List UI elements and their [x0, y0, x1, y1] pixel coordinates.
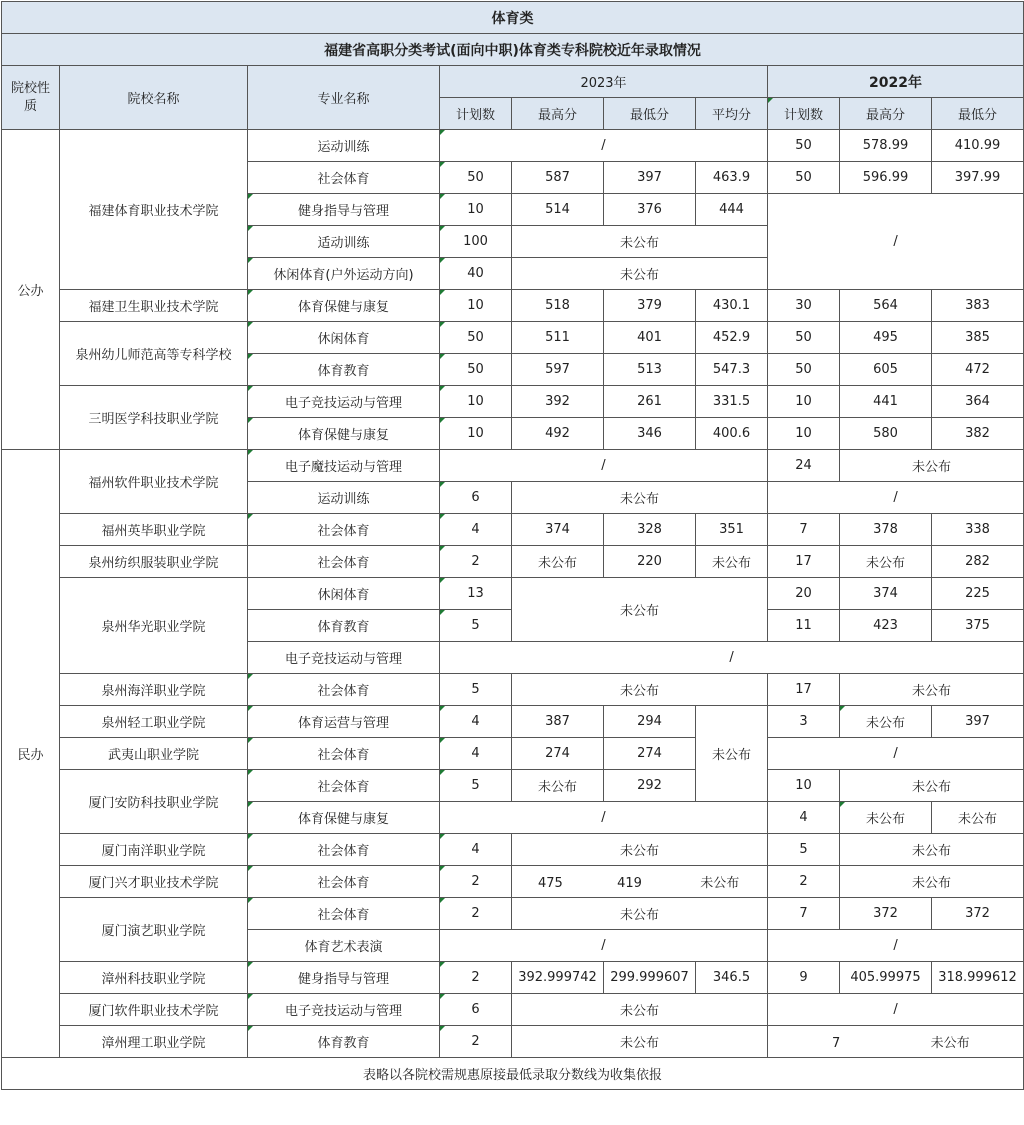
cell-value: 6	[440, 994, 512, 1026]
cell-value: 444	[696, 194, 768, 226]
cell-unpublished: 未公布	[840, 770, 1024, 802]
major-name: 社会体育	[248, 898, 440, 930]
cell-value: 11	[768, 610, 840, 642]
cell-value: 4	[768, 802, 840, 834]
school-name: 福州英毕职业学院	[60, 514, 248, 546]
school-name: 三明医学科技职业学院	[60, 386, 248, 450]
cell-value: 578.99	[840, 130, 932, 162]
cell-unpublished: 未公布	[512, 578, 768, 642]
major-name: 电子竞技运动与管理	[248, 642, 440, 674]
major-name: 电子竞技运动与管理	[248, 994, 440, 1026]
table-row	[2, 450, 1024, 482]
cell-value: 547.3	[696, 354, 768, 386]
school-name: 泉州轻工职业学院	[60, 706, 248, 738]
table-row	[2, 994, 1024, 1026]
cell-value: 3	[768, 706, 840, 738]
school-name: 福建卫生职业技术学院	[60, 290, 248, 322]
cell-na: /	[768, 930, 1024, 962]
cell-value: 518	[512, 290, 604, 322]
cell-unpublished: 未公布	[700, 876, 740, 891]
cell-value: 587	[512, 162, 604, 194]
cell-value: 331.5	[696, 386, 768, 418]
cell-value: 5	[440, 610, 512, 642]
major-name: 社会体育	[248, 546, 440, 578]
cell-value: 318.999612	[932, 962, 1024, 994]
cell-value: 10	[440, 290, 512, 322]
cell-value: 10	[440, 194, 512, 226]
cell-value: 430.1	[696, 290, 768, 322]
school-name: 泉州海洋职业学院	[60, 674, 248, 706]
school-name: 厦门演艺职业学院	[60, 898, 248, 962]
cell-value: 511	[512, 322, 604, 354]
header-2022: 2022年	[768, 66, 1024, 98]
major-name: 休闲体育	[248, 322, 440, 354]
header-avg-2023: 平均分	[696, 98, 768, 130]
cell-value: 328	[604, 514, 696, 546]
school-name: 漳州理工职业学院	[60, 1026, 248, 1058]
cell-na: /	[440, 642, 1024, 674]
cell-value: 596.99	[840, 162, 932, 194]
nature-private: 民办	[2, 450, 60, 1058]
cell-value: 5	[768, 834, 840, 866]
cell-value: 50	[768, 130, 840, 162]
cell-unpublished: 未公布	[696, 546, 768, 578]
cell-value: 7	[768, 514, 840, 546]
table-row	[2, 674, 1024, 706]
major-name: 体育教育	[248, 1026, 440, 1058]
cell-value: 30	[768, 290, 840, 322]
cell-value: 375	[932, 610, 1024, 642]
cell-value: 346.5	[696, 962, 768, 994]
cell-value: 346	[604, 418, 696, 450]
cell-value: 397	[932, 706, 1024, 738]
cell-unpublished: 未公布	[512, 546, 604, 578]
cell-value: 40	[440, 258, 512, 290]
table-row	[2, 322, 1024, 354]
cell-value: 383	[932, 290, 1024, 322]
nature-public: 公办	[2, 130, 60, 450]
header-min-2023: 最低分	[604, 98, 696, 130]
school-name: 武夷山职业学院	[60, 738, 248, 770]
cell-value: 605	[840, 354, 932, 386]
cell-value: 4	[440, 738, 512, 770]
cell-value: 495	[840, 322, 932, 354]
major-name: 健身指导与管理	[248, 962, 440, 994]
table-footer: 表略以各院校需规惠原接最低录取分数线为收集依报	[2, 1058, 1024, 1090]
cell-value: 7	[768, 898, 840, 930]
table-row	[2, 386, 1024, 418]
table-row	[2, 514, 1024, 546]
cell-unpublished: 未公布	[930, 1036, 970, 1051]
cell-na: /	[768, 194, 1024, 290]
cell-unpublished: 未公布	[840, 802, 932, 834]
cell-value: 2	[440, 546, 512, 578]
cell-value: 372	[932, 898, 1024, 930]
table-row	[2, 706, 1024, 738]
cell-unpublished: 未公布	[840, 706, 932, 738]
major-name: 体育教育	[248, 610, 440, 642]
cell-value: 376	[604, 194, 696, 226]
major-name: 体育运营与管理	[248, 706, 440, 738]
cell-unpublished: 未公布	[512, 258, 768, 290]
major-name: 体育保健与康复	[248, 290, 440, 322]
cell-value: 261	[604, 386, 696, 418]
cell-unpublished: 未公布	[696, 706, 768, 802]
table-subtitle: 福建省高职分类考试(面向中职)体育类专科院校近年录取情况	[2, 34, 1024, 66]
cell-value: 50	[440, 162, 512, 194]
cell-value: 597	[512, 354, 604, 386]
major-name: 体育艺术表演	[248, 930, 440, 962]
school-name: 厦门软件职业技术学院	[60, 994, 248, 1026]
cell-value: 294	[604, 706, 696, 738]
table-row	[2, 290, 1024, 322]
cell-value: 405.99975	[840, 962, 932, 994]
school-name: 泉州华光职业学院	[60, 578, 248, 674]
cell-value: 10	[440, 418, 512, 450]
school-name: 厦门安防科技职业学院	[60, 770, 248, 834]
cell-unpublished: 未公布	[840, 866, 1024, 898]
major-name: 社会体育	[248, 162, 440, 194]
cell-na: /	[768, 738, 1024, 770]
table-row	[2, 962, 1024, 994]
cell-value: 372	[840, 898, 932, 930]
header-school: 院校名称	[60, 66, 248, 130]
cell-unpublished: 未公布	[512, 898, 768, 930]
major-name: 电子竞技运动与管理	[248, 386, 440, 418]
cell-value: 513	[604, 354, 696, 386]
major-name: 社会体育	[248, 770, 440, 802]
cell-value: 382	[932, 418, 1024, 450]
table-row	[2, 834, 1024, 866]
table-row	[2, 578, 1024, 610]
cell-merged-2022	[768, 1026, 1024, 1058]
major-name: 社会体育	[248, 866, 440, 898]
cell-value: 378	[840, 514, 932, 546]
cell-unpublished: 未公布	[512, 674, 768, 706]
cell-value: 401	[604, 322, 696, 354]
cell-value: 410.99	[932, 130, 1024, 162]
cell-value: 20	[768, 578, 840, 610]
cell-value: 379	[604, 290, 696, 322]
cell-value: 274	[512, 738, 604, 770]
header-max-2022: 最高分	[840, 98, 932, 130]
header-major: 专业名称	[248, 66, 440, 130]
school-name: 泉州幼儿师范高等专科学校	[60, 322, 248, 386]
admission-table	[1, 1, 1024, 1090]
header-plan-2023: 计划数	[440, 98, 512, 130]
header-nature: 院校性质	[2, 66, 60, 130]
cell-unpublished: 未公布	[512, 226, 768, 258]
cell-value: 351	[696, 514, 768, 546]
cell-value: 6	[440, 482, 512, 514]
table-row	[2, 130, 1024, 162]
cell-unpublished: 未公布	[512, 482, 768, 514]
cell-value: 2	[440, 1026, 512, 1058]
cell-merged-scores	[512, 866, 768, 898]
cell-unpublished: 未公布	[840, 674, 1024, 706]
cell-value: 492	[512, 418, 604, 450]
cell-value: 4	[440, 514, 512, 546]
cell-unpublished: 未公布	[840, 546, 932, 578]
cell-value: 2	[440, 898, 512, 930]
header-min-2022: 最低分	[932, 98, 1024, 130]
cell-value: 392.999742	[512, 962, 604, 994]
cell-value: 400.6	[696, 418, 768, 450]
table-title: 体育类	[2, 2, 1024, 34]
cell-value: 50	[768, 162, 840, 194]
table-row	[2, 1026, 1024, 1058]
cell-value: 13	[440, 578, 512, 610]
cell-value: 385	[932, 322, 1024, 354]
cell-value: 5	[440, 770, 512, 802]
cell-value: 423	[840, 610, 932, 642]
cell-value: 463.9	[696, 162, 768, 194]
cell-value: 2	[440, 866, 512, 898]
cell-value: 4	[440, 706, 512, 738]
cell-value: 50	[440, 354, 512, 386]
major-name: 社会体育	[248, 738, 440, 770]
major-name: 体育教育	[248, 354, 440, 386]
cell-value: 50	[768, 322, 840, 354]
cell-na: /	[768, 482, 1024, 514]
major-name: 社会体育	[248, 514, 440, 546]
cell-value: 387	[512, 706, 604, 738]
cell-unpublished: 未公布	[840, 834, 1024, 866]
major-name: 运动训练	[248, 130, 440, 162]
table-row	[2, 898, 1024, 930]
cell-value: 9	[768, 962, 840, 994]
header-2023: 2023年	[440, 66, 768, 98]
major-name: 体育保健与康复	[248, 418, 440, 450]
cell-value: 374	[512, 514, 604, 546]
cell-value: 10	[768, 386, 840, 418]
cell-value: 24	[768, 450, 840, 482]
cell-value: 4	[440, 834, 512, 866]
table-row	[2, 770, 1024, 802]
cell-value: 397	[604, 162, 696, 194]
cell-value: 2	[768, 866, 840, 898]
cell-value: 564	[840, 290, 932, 322]
cell-value: 392	[512, 386, 604, 418]
school-name: 漳州科技职业学院	[60, 962, 248, 994]
cell-value: 10	[440, 386, 512, 418]
cell-unpublished: 未公布	[512, 834, 768, 866]
cell-na: /	[440, 450, 768, 482]
major-name: 体育保健与康复	[248, 802, 440, 834]
cell-value: 17	[768, 674, 840, 706]
school-name: 厦门兴才职业技术学院	[60, 866, 248, 898]
header-max-2023: 最高分	[512, 98, 604, 130]
cell-value: 2	[440, 962, 512, 994]
school-name: 厦门南洋职业学院	[60, 834, 248, 866]
major-name: 社会体育	[248, 674, 440, 706]
table-row	[2, 546, 1024, 578]
cell-value: 452.9	[696, 322, 768, 354]
cell-value: 282	[932, 546, 1024, 578]
cell-value: 397.99	[932, 162, 1024, 194]
table-row	[2, 738, 1024, 770]
cell-unpublished: 未公布	[840, 450, 1024, 482]
cell-value: 17	[768, 546, 840, 578]
cell-value: 10	[768, 418, 840, 450]
major-name: 健身指导与管理	[248, 194, 440, 226]
cell-value: 274	[604, 738, 696, 770]
cell-value: 419	[617, 876, 642, 891]
school-name: 福州软件职业技术学院	[60, 450, 248, 514]
cell-value: 514	[512, 194, 604, 226]
cell-value: 441	[840, 386, 932, 418]
cell-value: 292	[604, 770, 696, 802]
cell-value: 338	[932, 514, 1024, 546]
cell-value: 100	[440, 226, 512, 258]
school-name: 泉州纺织服装职业学院	[60, 546, 248, 578]
cell-value: 5	[440, 674, 512, 706]
cell-value: 7	[832, 1036, 841, 1051]
cell-unpublished: 未公布	[512, 1026, 768, 1058]
cell-na: /	[440, 930, 768, 962]
cell-unpublished: 未公布	[512, 770, 604, 802]
cell-value: 475	[538, 876, 563, 891]
cell-value: 50	[440, 322, 512, 354]
cell-unpublished: 未公布	[932, 802, 1024, 834]
cell-value: 472	[932, 354, 1024, 386]
header-plan-2022: 计划数	[768, 98, 840, 130]
major-name: 社会体育	[248, 834, 440, 866]
major-name: 运动训练	[248, 482, 440, 514]
major-name: 适动训练	[248, 226, 440, 258]
cell-value: 580	[840, 418, 932, 450]
cell-na: /	[440, 802, 768, 834]
cell-unpublished: 未公布	[512, 994, 768, 1026]
cell-value: 225	[932, 578, 1024, 610]
cell-na: /	[440, 130, 768, 162]
cell-value: 364	[932, 386, 1024, 418]
cell-na: /	[768, 994, 1024, 1026]
major-name: 休闲体育(户外运动方向)	[248, 258, 440, 290]
major-name: 休闲体育	[248, 578, 440, 610]
cell-value: 220	[604, 546, 696, 578]
cell-value: 299.999607	[604, 962, 696, 994]
cell-value: 50	[768, 354, 840, 386]
table-row	[2, 866, 1024, 898]
school-name: 福建体育职业技术学院	[60, 130, 248, 290]
cell-value: 374	[840, 578, 932, 610]
cell-value: 10	[768, 770, 840, 802]
major-name: 电子魔技运动与管理	[248, 450, 440, 482]
